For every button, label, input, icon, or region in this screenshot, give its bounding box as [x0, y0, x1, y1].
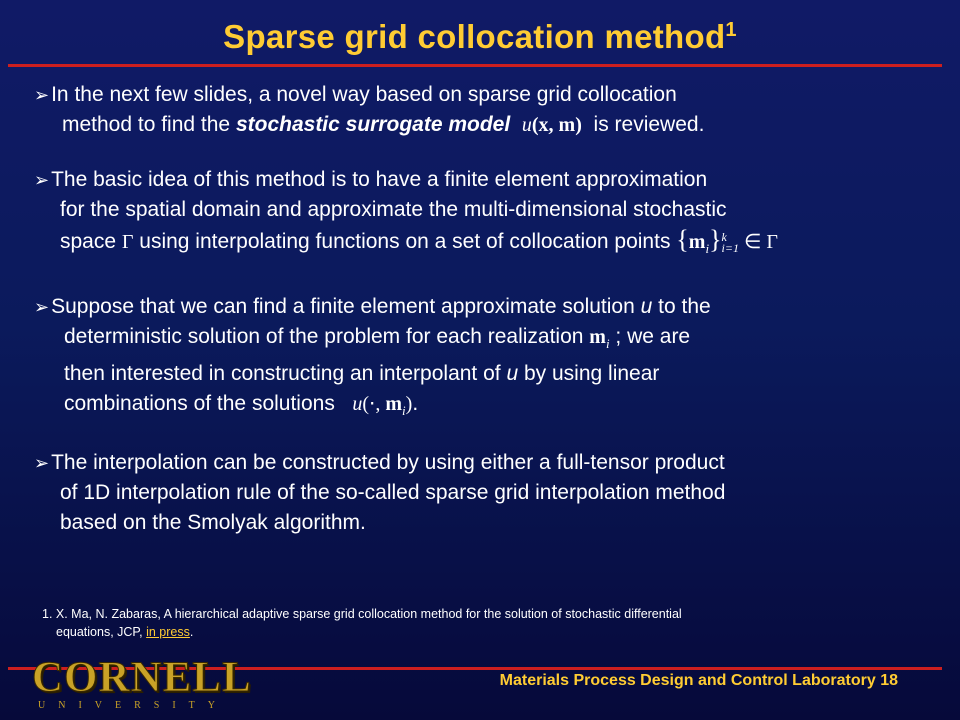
in-press-link[interactable]: in press [146, 625, 190, 639]
paragraph-1: ➢In the next few slides, a novel way based on sparse grid collocation method to find the stochastic surrogate model u(x, m) is reviewed. [34, 80, 704, 140]
page-number: 18 [880, 672, 898, 689]
bullet-arrow-icon: ➢ [34, 170, 50, 190]
footnote: 1. X. Ma, N. Zabaras, A hierarchical adaptive sparse grid collocation method for the solution of stochastic differential equations, JCP, in press. [42, 607, 682, 639]
paragraph-3: ➢Suppose that we can find a finite element approximate solution u to the deterministic solution of the problem for each realization $m_i$ ; we are then interested in constructing an interpolant of u by using linear combinations of the solutions u(⋅, $m_i$). [34, 292, 711, 426]
bullet-arrow-icon: ➢ [34, 453, 50, 473]
title-footnote-marker: 1 [725, 19, 737, 41]
paragraph-2: ➢The basic idea of this method is to have a finite element approximation for the spatial domain and approximate the multi-dimensional stochastic space Γ using interpolating functions on a set of collocation points $\{m_i\}$ k i=1 ∈ Γ [34, 165, 778, 264]
slide-title: Sparse grid collocation method$^1$ [223, 18, 737, 55]
cornell-logo: CORNELL UNIVERSITY [32, 654, 252, 711]
emphasis-stochastic-surrogate-model: stochastic surrogate model [235, 113, 511, 136]
math-gamma: Γ [121, 231, 134, 253]
bullet-arrow-icon: ➢ [34, 85, 50, 105]
bullet-arrow-icon: ➢ [34, 297, 50, 317]
math-collocation-set: $\{m_i\}$ k i=1 ∈ Γ [676, 225, 778, 256]
math-surrogate-model: u(x, m) [521, 114, 582, 136]
math-solutions: u(⋅, $m_i$) [352, 393, 413, 418]
paragraph-4: ➢The interpolation can be constructed by using either a full-tensor product of 1D interpolation rule of the so-called sparse grid interpolation method based on the Smolyak algorithm. [34, 451, 726, 534]
footer-lab-name: Materials Process Design and Control Laboratory 18 [499, 672, 898, 689]
top-divider [8, 64, 942, 67]
math-realization: $m_i$ [589, 326, 610, 351]
